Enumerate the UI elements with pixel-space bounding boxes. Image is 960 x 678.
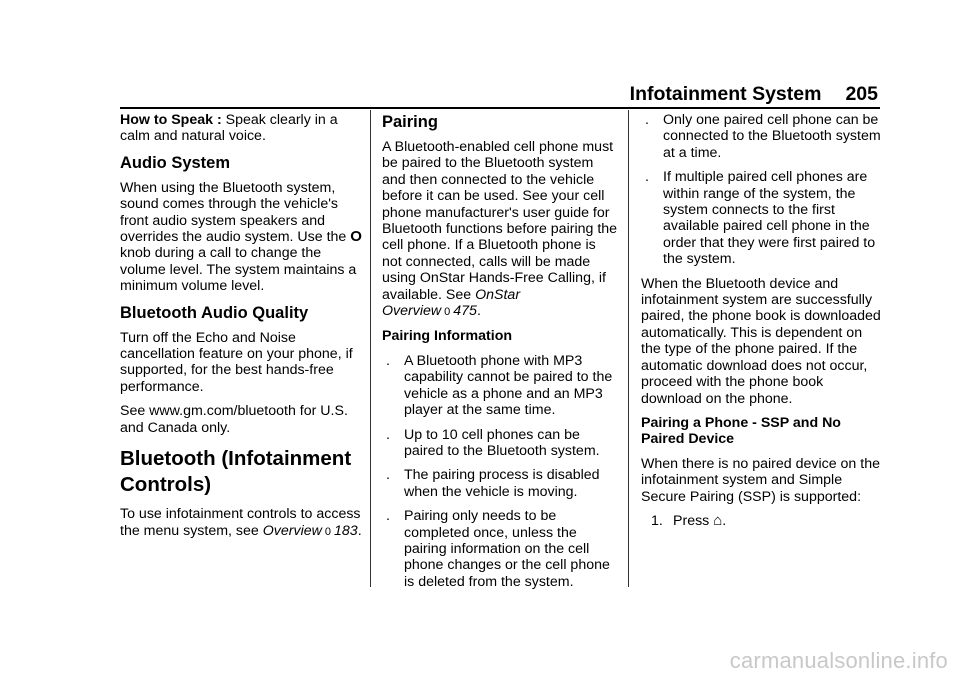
bullet-marker: .	[386, 508, 390, 525]
list-item	[382, 467, 618, 500]
how-to-speak-text: Speak clearly in a calm and natural voice.	[120, 112, 338, 145]
controls-text: To use infotainment controls to access the menu system, see	[120, 506, 361, 539]
page-ref-arrow-icon: 0	[324, 525, 332, 538]
bullet-marker: .	[645, 112, 649, 128]
overview-link[interactable]	[263, 523, 358, 539]
page-header	[0, 82, 878, 106]
audio-text-2: knob during a call to change the volume level. The system maintains a minimum volume level.	[120, 245, 357, 295]
column-divider-2	[628, 110, 629, 587]
header-rule	[120, 107, 880, 109]
step-text	[673, 513, 726, 529]
bullet-marker: .	[645, 169, 649, 186]
infotainment-controls-heading: Bluetooth (Infotainment Controls)	[120, 447, 352, 497]
pairing-paragraph	[382, 139, 618, 320]
step-number: 1.	[651, 512, 663, 529]
bullet-marker: .	[386, 467, 390, 484]
column-2	[382, 112, 618, 598]
bullet-text: The pairing process is disabled when the vehicle is moving.	[404, 467, 600, 500]
pairing-period: .	[476, 303, 481, 320]
bullet-text: Pairing only needs to be completed once, unless the pairing information on the cell phone changes or the cell phone is deleted from the system.	[404, 508, 610, 590]
audio-text-1: When using the Bluetooth system, sound comes through the vehicle's front audio system speakers and overrides the audio system. Use the	[120, 179, 347, 246]
how-to-speak-paragraph	[120, 112, 362, 145]
bullet-text: If multiple paired cell phones are within range of the system, the system connects to the first available paired cell phone in the order that they were first paired to the system.	[663, 169, 876, 268]
list-item	[641, 112, 881, 161]
onstar-page-number: 475	[453, 303, 477, 320]
phone-book-paragraph: When the Bluetooth device and infotainment system are successfully paired, the phone book is downloaded automatically. This is dependent on the type of the phone paired. If the automatic download does not occur, proceed with the phone book download on the phone.	[641, 275, 881, 407]
onstar-overview-label: OnStar Overview	[382, 286, 521, 320]
list-item	[382, 353, 618, 419]
pairing-text: A Bluetooth-enabled cell phone must be paired to the Bluetooth system and then connected to the vehicle before it can be used. See your cell phone manufacturer's user guide for Bluetooth functions before pairing the cell phone. If a Bluetooth phone is not connected, calls will be made using OnStar Hands-Free Calling, if available. See	[382, 139, 618, 303]
step-label: Press	[673, 512, 710, 529]
site-credit: carmanualsonline.info	[729, 648, 948, 673]
gm-bluetooth-paragraph: See www.gm.com/bluetooth for U.S. and Canada only.	[120, 403, 348, 436]
list-item	[382, 427, 618, 460]
column-divider-1	[370, 110, 371, 587]
how-to-speak-lead: How to Speak :	[120, 112, 226, 128]
list-item	[641, 169, 881, 267]
overview-link-label: Overview	[262, 522, 322, 539]
step-period: .	[722, 512, 727, 529]
power-knob-icon: O	[350, 228, 362, 246]
audio-system-heading: Audio System	[120, 153, 231, 172]
home-icon: ⌂	[713, 511, 723, 529]
bullet-text: Up to 10 cell phones can be paired to the Bluetooth system.	[404, 426, 600, 459]
pairing-information-heading: Pairing Information	[382, 328, 513, 345]
step-item	[651, 513, 881, 529]
audio-quality-heading: Bluetooth Audio Quality	[120, 303, 309, 322]
bullet-text: A Bluetooth phone with MP3 capability cannot be paired to the vehicle as a phone and an MP3 player at the same time.	[404, 352, 613, 419]
column-3	[641, 112, 881, 537]
column-1	[120, 112, 362, 548]
overview-page-number: 183	[334, 522, 358, 539]
pairing-heading: Pairing	[382, 113, 438, 131]
header-title: Infotainment System	[629, 83, 822, 105]
list-item	[382, 508, 618, 590]
controls-period: .	[357, 522, 362, 539]
bullet-marker: .	[386, 352, 390, 369]
page-ref-arrow-icon: 0	[444, 306, 451, 319]
audio-quality-paragraph: Turn off the Echo and Noise cancellation feature on your phone, if supported, for the best hands-free performance.	[120, 329, 353, 395]
page-number: 205	[845, 83, 878, 105]
bullet-marker: .	[386, 426, 390, 443]
bullet-text: Only one paired cell phone can be connected to the Bluetooth system at a time.	[663, 112, 881, 161]
infotainment-controls-paragraph	[120, 506, 362, 540]
ssp-paragraph: When there is no paired device on the infotainment system and Simple Secure Pairing (SSP) is supported:	[641, 455, 880, 505]
audio-system-paragraph	[120, 180, 362, 295]
ssp-heading: Pairing a Phone - SSP and No Paired Device	[641, 414, 841, 448]
